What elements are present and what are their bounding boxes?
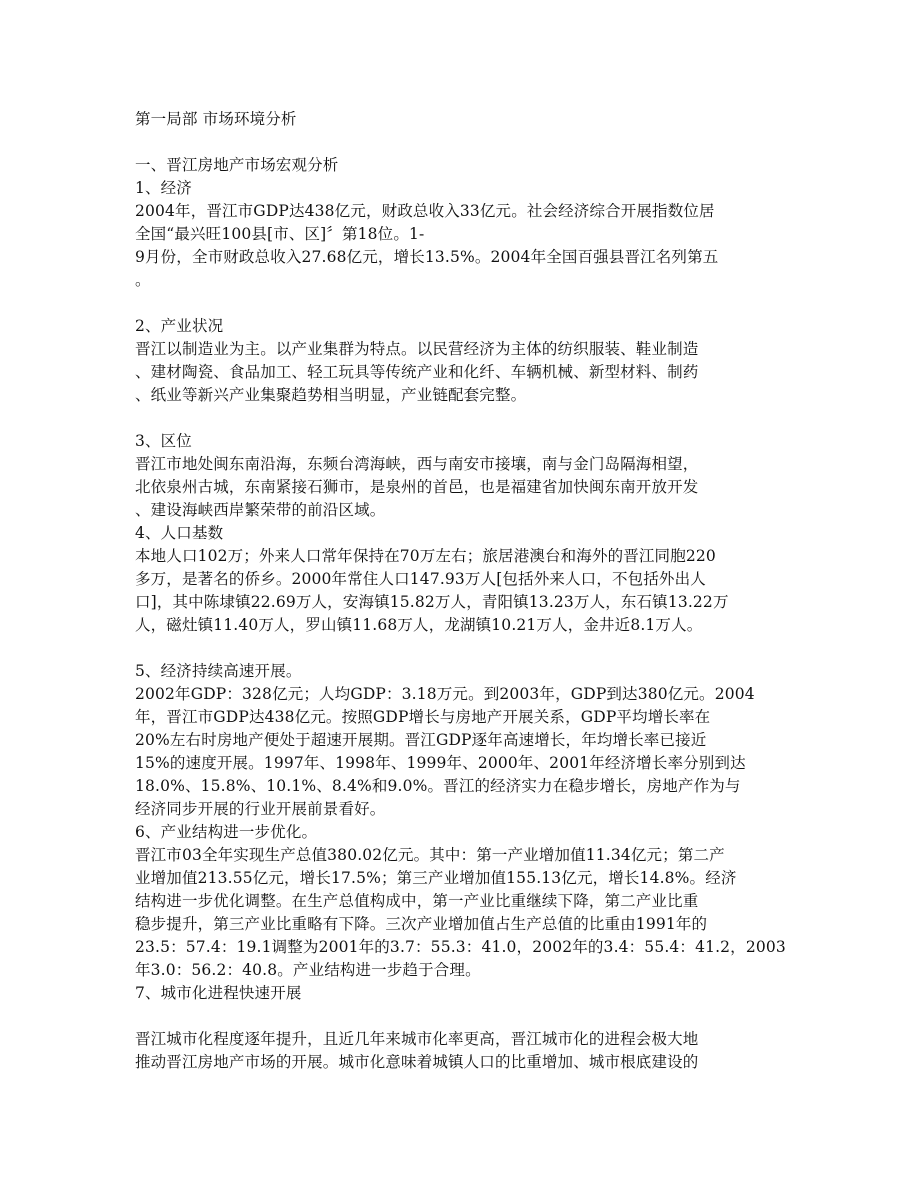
subsection-heading: 6、产业结构进一步优化。 (135, 823, 318, 841)
text-line: 。 (135, 271, 151, 289)
text-line: 口]，其中陈埭镇22.69万人，安海镇15.82万人，青阳镇13.23万人，东石镇13.22万 (135, 593, 729, 611)
text-line: 晋江市地处闽东南沿海，东频台湾海峡，西与南安市接壤，南与金门岛隔海相望， (135, 455, 699, 473)
text-line: 年3.0：56.2：40.8。产业结构进一步趋于合理。 (135, 961, 481, 979)
section-heading: 一、晋江房地产市场宏观分析 (135, 156, 339, 174)
text-line: 结构进一步优化调整。在生产总值构成中，第一产业比重继续下降，第二产业比重 (135, 892, 699, 910)
text-line: 全国“最兴旺100县[市、区]〞第18位。1- (135, 225, 425, 243)
subsection-heading: 7、城市化进程快速开展 (135, 984, 302, 1002)
text-line: 本地人口102万；外来人口常年保持在70万左右；旅居港澳台和海外的晋江同胞220 (135, 547, 716, 565)
text-line: 北依泉州古城，东南紧接石狮市，是泉州的首邑，也是福建省加快闽东南开放开发 (135, 478, 699, 496)
text-line: 18.0%、15.8%、10.1%、8.4%和9.0%。晋江的经济实力在稳步增长，房地产作为与 (135, 777, 741, 795)
subsection-heading: 3、区位 (135, 432, 192, 450)
text-line: 、纸业等新兴产业集聚趋势相当明显，产业链配套完整。 (135, 386, 527, 404)
text-line: 、建材陶瓷、食品加工、轻工玩具等传统产业和化纤、车辆机械、新型材料、制药 (135, 363, 699, 381)
text-line: 稳步提升，第三产业比重略有下降。三次产业增加值占生产总值的比重由1991年的 (135, 915, 708, 933)
subsection-heading: 2、产业状况 (135, 317, 224, 335)
subsection-heading: 4、人口基数 (135, 524, 224, 542)
text-line: 推动晋江房地产市场的开展。城市化意味着城镇人口的比重增加、城市根底建设的 (135, 1053, 699, 1071)
text-line: 业增加值213.55亿元，增长17.5%；第三产业增加值155.13亿元，增长14.8%。经济 (135, 869, 737, 887)
subsection-heading: 1、经济 (135, 179, 192, 197)
text-line: 20%左右时房地产便处于超速开展期。晋江GDP逐年高速增长，年均增长率已接近 (135, 731, 707, 749)
text-line: 多万，是著名的侨乡。2000年常住人口147.93万人[包括外来人口，不包括外出人 (135, 570, 706, 588)
text-line: 晋江城市化程度逐年提升，且近几年来城市化率更高，晋江城市化的进程会极大地 (135, 1030, 699, 1048)
text-line: 9月份，全市财政总收入27.68亿元，增长13.5%。2004年全国百强县晋江名列第五 (135, 248, 719, 266)
text-line: 15%的速度开展。1997年、1998年、1999年、2000年、2001年经济增长率分别到达 (135, 754, 746, 772)
text-line: 晋江以制造业为主。以产业集群为特点。以民营经济为主体的纺织服装、鞋业制造 (135, 340, 699, 358)
text-line: 晋江市03全年实现生产总值380.02亿元。其中：第一产业增加值11.34亿元；第二产 (135, 846, 725, 864)
subsection-heading: 5、经济持续高速开展。 (135, 662, 302, 680)
text-line: 2004年，晋江市GDP达438亿元，财政总收入33亿元。社会经济综合开展指数位居 (135, 202, 715, 220)
text-line: 23.5：57.4：19.1调整为2001年的3.7：55.3：41.0，2002年的3.4：55.4：41.2，2003 (135, 938, 786, 956)
text-line: 经济同步开展的行业开展前景看好。 (135, 800, 386, 818)
text-line: 2002年GDP：328亿元；人均GDP：3.18万元。到2003年，GDP到达380亿元。2004 (135, 685, 755, 703)
part-heading: 第一局部 市场环境分析 (135, 110, 297, 128)
text-line: 年，晋江市GDP达438亿元。按照GDP增长与房地产开展关系，GDP平均增长率在 (135, 708, 711, 726)
text-line: 、建设海峡西岸繁荣带的前沿区域。 (135, 501, 386, 519)
text-line: 人，磁灶镇11.40万人，罗山镇11.68万人，龙湖镇10.21万人，金井近8.1万人。 (135, 616, 703, 634)
